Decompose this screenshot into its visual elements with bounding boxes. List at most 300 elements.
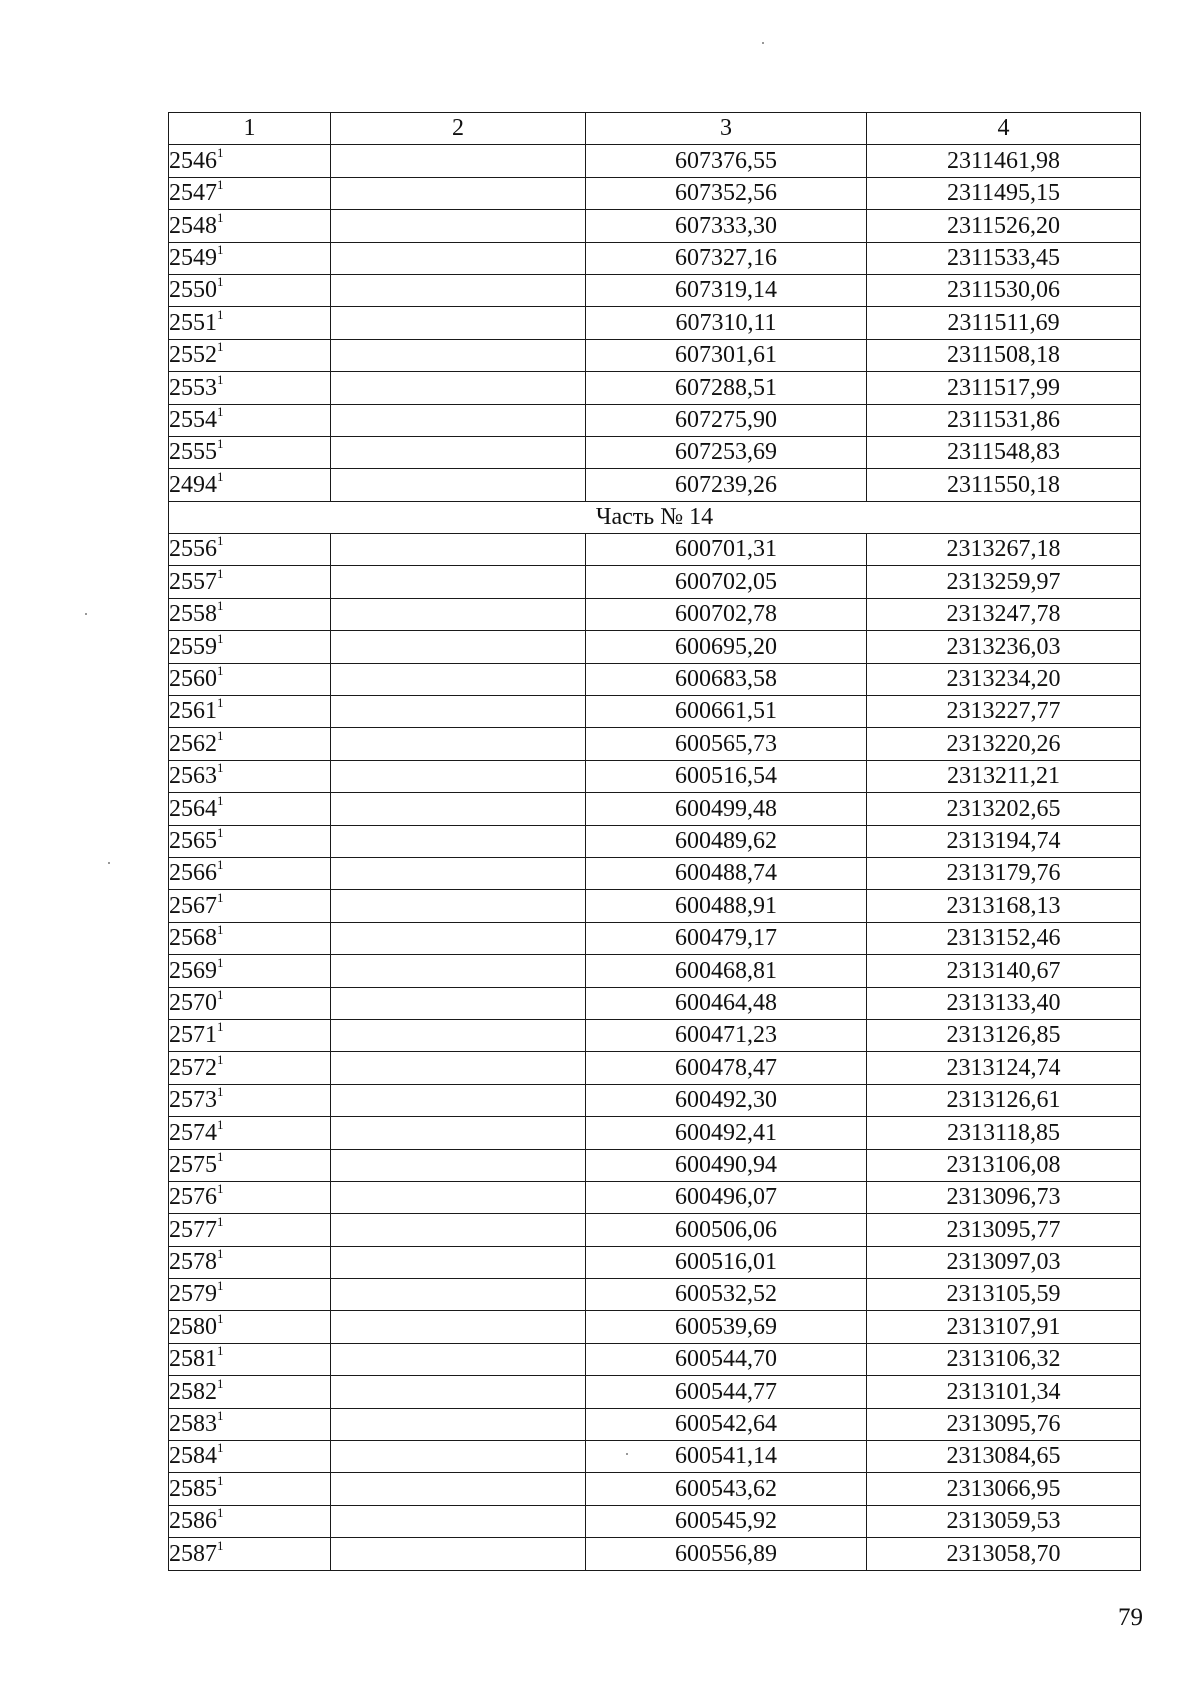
point-number: 2551: [169, 309, 217, 336]
table-row: [169, 242, 1141, 274]
col2-cell: [331, 631, 586, 663]
section-title: Часть № 14: [169, 501, 1141, 533]
table-row: [169, 760, 1141, 792]
point-number: 2568: [169, 925, 217, 952]
y-coordinate-cell: 2311511,69: [867, 307, 1141, 339]
table-row: [169, 372, 1141, 404]
y-coordinate-cell: 2313234,20: [867, 663, 1141, 695]
col2-cell: [331, 307, 586, 339]
col2-cell: [331, 1408, 586, 1440]
col2-cell: [331, 1052, 586, 1084]
point-number-cell: [169, 566, 331, 598]
point-number: 2572: [169, 1054, 217, 1081]
y-coordinate-cell: 2313247,78: [867, 598, 1141, 630]
col2-cell: [331, 1019, 586, 1051]
point-number-superscript: 1: [217, 792, 224, 808]
table-row: [169, 1408, 1141, 1440]
section-row: [169, 501, 1141, 533]
point-number-cell: [169, 1311, 331, 1343]
x-coordinate-cell: 600542,64: [586, 1408, 867, 1440]
x-coordinate-cell: 600516,01: [586, 1246, 867, 1278]
y-coordinate-cell: 2313202,65: [867, 793, 1141, 825]
table-row: [169, 922, 1141, 954]
point-number-superscript: 1: [217, 1051, 224, 1067]
point-number-superscript: 1: [217, 1116, 224, 1132]
table-row: [169, 1343, 1141, 1375]
point-number-cell: [169, 145, 331, 177]
point-number-superscript: 1: [217, 663, 224, 679]
y-coordinate-cell: 2311550,18: [867, 469, 1141, 501]
table-row: [169, 987, 1141, 1019]
table-row: [169, 890, 1141, 922]
point-number-cell: [169, 339, 331, 371]
x-coordinate-cell: 607376,55: [586, 145, 867, 177]
col2-cell: [331, 857, 586, 889]
y-coordinate-cell: 2313168,13: [867, 890, 1141, 922]
table-row: [169, 1181, 1141, 1213]
point-number: 2556: [169, 536, 217, 563]
point-number-cell: [169, 1214, 331, 1246]
x-coordinate-cell: 600492,30: [586, 1084, 867, 1116]
scan-speck: [762, 42, 764, 44]
point-number-superscript: 1: [217, 436, 224, 452]
y-coordinate-cell: 2311508,18: [867, 339, 1141, 371]
point-number: 2570: [169, 989, 217, 1016]
x-coordinate-cell: 600702,78: [586, 598, 867, 630]
point-number-cell: [169, 760, 331, 792]
point-number-superscript: 1: [217, 1440, 224, 1456]
y-coordinate-cell: 2313106,32: [867, 1343, 1141, 1375]
point-number: 2563: [169, 763, 217, 790]
point-number-superscript: 1: [217, 177, 224, 193]
point-number-superscript: 1: [217, 857, 224, 873]
point-number: 2558: [169, 601, 217, 628]
table-row: [169, 469, 1141, 501]
point-number-cell: [169, 307, 331, 339]
point-number-superscript: 1: [217, 371, 224, 387]
x-coordinate-cell: 600490,94: [586, 1149, 867, 1181]
table-row: [169, 274, 1141, 306]
x-coordinate-cell: 600701,31: [586, 534, 867, 566]
point-number: 2574: [169, 1119, 217, 1146]
point-number-cell: [169, 987, 331, 1019]
point-number-cell: [169, 793, 331, 825]
point-number: 2560: [169, 666, 217, 693]
table-row: [169, 793, 1141, 825]
table-row: [169, 696, 1141, 728]
point-number-superscript: 1: [217, 242, 224, 257]
x-coordinate-cell: 600556,89: [586, 1538, 867, 1570]
x-coordinate-cell: 600539,69: [586, 1311, 867, 1343]
y-coordinate-cell: 2313058,70: [867, 1538, 1141, 1570]
header-col-4: 4: [867, 113, 1141, 145]
x-coordinate-cell: 607239,26: [586, 469, 867, 501]
x-coordinate-cell: 607301,61: [586, 339, 867, 371]
y-coordinate-cell: 2313140,67: [867, 955, 1141, 987]
x-coordinate-cell: 600545,92: [586, 1505, 867, 1537]
point-number-superscript: 1: [217, 1278, 224, 1294]
point-number-superscript: 1: [217, 1375, 224, 1391]
x-coordinate-cell: 607319,14: [586, 274, 867, 306]
col2-cell: [331, 210, 586, 242]
point-number-superscript: 1: [217, 144, 224, 160]
col2-cell: [331, 987, 586, 1019]
point-number: 2573: [169, 1087, 217, 1114]
col2-cell: [331, 1246, 586, 1278]
y-coordinate-cell: 2313066,95: [867, 1473, 1141, 1505]
table-row: [169, 339, 1141, 371]
x-coordinate-cell: 600683,58: [586, 663, 867, 695]
x-coordinate-cell: 600479,17: [586, 922, 867, 954]
point-number: 2564: [169, 795, 217, 822]
point-number-cell: [169, 598, 331, 630]
point-number-cell: [169, 1473, 331, 1505]
col2-cell: [331, 1117, 586, 1149]
point-number-cell: [169, 1505, 331, 1537]
col2-cell: [331, 825, 586, 857]
x-coordinate-cell: 607333,30: [586, 210, 867, 242]
x-coordinate-cell: 607288,51: [586, 372, 867, 404]
point-number-superscript: 1: [217, 1084, 224, 1100]
scan-speck: [85, 613, 87, 615]
point-number-cell: [169, 1376, 331, 1408]
point-number: 2585: [169, 1475, 217, 1502]
point-number-cell: [169, 1441, 331, 1473]
point-number-cell: [169, 1538, 331, 1570]
point-number-cell: [169, 372, 331, 404]
point-number-cell: [169, 663, 331, 695]
x-coordinate-cell: 600492,41: [586, 1117, 867, 1149]
table-row: [169, 1505, 1141, 1537]
table-row: [169, 598, 1141, 630]
y-coordinate-cell: 2313220,26: [867, 728, 1141, 760]
y-coordinate-cell: 2311495,15: [867, 177, 1141, 209]
col2-cell: [331, 1538, 586, 1570]
point-number: 2557: [169, 568, 217, 595]
x-coordinate-cell: 600516,54: [586, 760, 867, 792]
col2-cell: [331, 696, 586, 728]
table-row: [169, 566, 1141, 598]
point-number-superscript: 1: [217, 1310, 224, 1326]
table-row: [169, 1279, 1141, 1311]
x-coordinate-cell: 600499,48: [586, 793, 867, 825]
point-number-superscript: 1: [217, 274, 224, 290]
col2-cell: [331, 274, 586, 306]
point-number-cell: [169, 1343, 331, 1375]
y-coordinate-cell: 2313084,65: [867, 1441, 1141, 1473]
point-number-cell: [169, 890, 331, 922]
x-coordinate-cell: 600661,51: [586, 696, 867, 728]
point-number-cell: [169, 210, 331, 242]
table-row: [169, 825, 1141, 857]
coordinates-table: [168, 112, 1141, 1571]
point-number-cell: [169, 1117, 331, 1149]
x-coordinate-cell: 607275,90: [586, 404, 867, 436]
x-coordinate-cell: 600702,05: [586, 566, 867, 598]
y-coordinate-cell: 2311548,83: [867, 436, 1141, 468]
point-number-superscript: 1: [217, 598, 224, 614]
y-coordinate-cell: 2313236,03: [867, 631, 1141, 663]
point-number-superscript: 1: [217, 306, 224, 322]
y-coordinate-cell: 2313126,85: [867, 1019, 1141, 1051]
col2-cell: [331, 534, 586, 566]
point-number: 2559: [169, 633, 217, 660]
col2-cell: [331, 145, 586, 177]
y-coordinate-cell: 2313118,85: [867, 1117, 1141, 1149]
point-number-superscript: 1: [217, 339, 224, 355]
table-row: [169, 857, 1141, 889]
col2-cell: [331, 598, 586, 630]
y-coordinate-cell: 2311533,45: [867, 242, 1141, 274]
point-number-superscript: 1: [217, 1408, 224, 1424]
point-number-cell: [169, 1181, 331, 1213]
point-number: 2571: [169, 1022, 217, 1049]
point-number-superscript: 1: [217, 727, 224, 743]
col2-cell: [331, 760, 586, 792]
point-number: 2549: [169, 244, 217, 271]
y-coordinate-cell: 2311530,06: [867, 274, 1141, 306]
point-number-superscript: 1: [217, 1472, 224, 1488]
point-number-cell: [169, 242, 331, 274]
scan-speck: [108, 862, 110, 864]
point-number: 2494: [169, 471, 217, 498]
point-number-superscript: 1: [217, 825, 224, 840]
point-number-superscript: 1: [217, 695, 224, 711]
table-row: [169, 663, 1141, 695]
y-coordinate-cell: 2313133,40: [867, 987, 1141, 1019]
point-number: 2554: [169, 406, 217, 433]
x-coordinate-cell: 600543,62: [586, 1473, 867, 1505]
point-number-superscript: 1: [217, 404, 224, 419]
x-coordinate-cell: 607352,56: [586, 177, 867, 209]
point-number-superscript: 1: [217, 468, 224, 484]
y-coordinate-cell: 2313179,76: [867, 857, 1141, 889]
x-coordinate-cell: 600541,14: [586, 1441, 867, 1473]
point-number-cell: [169, 631, 331, 663]
header-col-3: 3: [586, 113, 867, 145]
x-coordinate-cell: 607253,69: [586, 436, 867, 468]
point-number: 2569: [169, 957, 217, 984]
col2-cell: [331, 436, 586, 468]
point-number-superscript: 1: [217, 922, 224, 938]
point-number: 2561: [169, 698, 217, 725]
point-number-cell: [169, 1246, 331, 1278]
x-coordinate-cell: 600565,73: [586, 728, 867, 760]
y-coordinate-cell: 2313059,53: [867, 1505, 1141, 1537]
point-number: 2580: [169, 1313, 217, 1340]
point-number: 2576: [169, 1184, 217, 1211]
x-coordinate-cell: 600496,07: [586, 1181, 867, 1213]
col2-cell: [331, 922, 586, 954]
point-number: 2582: [169, 1378, 217, 1405]
point-number-cell: [169, 404, 331, 436]
y-coordinate-cell: 2311526,20: [867, 210, 1141, 242]
point-number-superscript: 1: [217, 1181, 224, 1197]
y-coordinate-cell: 2313095,77: [867, 1214, 1141, 1246]
point-number-superscript: 1: [217, 630, 224, 646]
table-row: [169, 1149, 1141, 1181]
table-row: [169, 436, 1141, 468]
point-number-cell: [169, 1408, 331, 1440]
col2-cell: [331, 1149, 586, 1181]
col2-cell: [331, 1441, 586, 1473]
col2-cell: [331, 1343, 586, 1375]
page-number: 79: [1118, 1604, 1143, 1631]
x-coordinate-cell: 600478,47: [586, 1052, 867, 1084]
point-number-cell: [169, 1019, 331, 1051]
col2-cell: [331, 339, 586, 371]
table-row: [169, 1376, 1141, 1408]
point-number-cell: [169, 1052, 331, 1084]
point-number: 2581: [169, 1346, 217, 1373]
table-row: [169, 1538, 1141, 1570]
y-coordinate-cell: 2313107,91: [867, 1311, 1141, 1343]
x-coordinate-cell: 607327,16: [586, 242, 867, 274]
point-number: 2567: [169, 892, 217, 919]
table-row: [169, 1246, 1141, 1278]
x-coordinate-cell: 600695,20: [586, 631, 867, 663]
point-number-cell: [169, 857, 331, 889]
col2-cell: [331, 1473, 586, 1505]
table-row: [169, 1473, 1141, 1505]
point-number-cell: [169, 922, 331, 954]
table-row: [169, 177, 1141, 209]
y-coordinate-cell: 2313097,03: [867, 1246, 1141, 1278]
point-number-superscript: 1: [217, 533, 224, 549]
table-row: [169, 307, 1141, 339]
x-coordinate-cell: 600544,70: [586, 1343, 867, 1375]
point-number-cell: [169, 825, 331, 857]
col2-cell: [331, 469, 586, 501]
point-number-superscript: 1: [217, 1149, 224, 1164]
point-number: 2584: [169, 1443, 217, 1470]
y-coordinate-cell: 2313152,46: [867, 922, 1141, 954]
table-row: [169, 1441, 1141, 1473]
point-number-cell: [169, 1084, 331, 1116]
point-number: 2548: [169, 212, 217, 239]
point-number-cell: [169, 534, 331, 566]
point-number: 2583: [169, 1411, 217, 1438]
col2-cell: [331, 793, 586, 825]
col2-cell: [331, 890, 586, 922]
col2-cell: [331, 1376, 586, 1408]
y-coordinate-cell: 2313101,34: [867, 1376, 1141, 1408]
table-row: [169, 404, 1141, 436]
col2-cell: [331, 177, 586, 209]
y-coordinate-cell: 2313267,18: [867, 534, 1141, 566]
table-row: [169, 728, 1141, 760]
col2-cell: [331, 242, 586, 274]
point-number-superscript: 1: [217, 565, 224, 581]
x-coordinate-cell: 600544,77: [586, 1376, 867, 1408]
col2-cell: [331, 1279, 586, 1311]
y-coordinate-cell: 2313194,74: [867, 825, 1141, 857]
point-number-superscript: 1: [217, 760, 224, 776]
y-coordinate-cell: 2313124,74: [867, 1052, 1141, 1084]
col2-cell: [331, 372, 586, 404]
point-number: 2552: [169, 342, 217, 369]
point-number-cell: [169, 274, 331, 306]
point-number: 2555: [169, 439, 217, 466]
col2-cell: [331, 404, 586, 436]
col2-cell: [331, 1311, 586, 1343]
x-coordinate-cell: 607310,11: [586, 307, 867, 339]
table-header-row: [169, 113, 1141, 145]
table-row: [169, 1019, 1141, 1051]
point-number-superscript: 1: [217, 954, 224, 970]
col2-cell: [331, 566, 586, 598]
x-coordinate-cell: 600471,23: [586, 1019, 867, 1051]
table-row: [169, 1311, 1141, 1343]
point-number: 2575: [169, 1151, 217, 1178]
point-number: 2577: [169, 1216, 217, 1243]
x-coordinate-cell: 600489,62: [586, 825, 867, 857]
point-number-cell: [169, 696, 331, 728]
point-number: 2578: [169, 1249, 217, 1276]
col2-cell: [331, 663, 586, 695]
point-number-superscript: 1: [217, 1343, 224, 1359]
col2-cell: [331, 728, 586, 760]
y-coordinate-cell: 2313096,73: [867, 1181, 1141, 1213]
y-coordinate-cell: 2313106,08: [867, 1149, 1141, 1181]
table-row: [169, 955, 1141, 987]
point-number-cell: [169, 955, 331, 987]
x-coordinate-cell: 600488,74: [586, 857, 867, 889]
table-row: [169, 1084, 1141, 1116]
y-coordinate-cell: 2313105,59: [867, 1279, 1141, 1311]
col2-cell: [331, 1181, 586, 1213]
point-number-superscript: 1: [217, 209, 224, 225]
point-number: 2550: [169, 277, 217, 304]
point-number: 2562: [169, 730, 217, 757]
y-coordinate-cell: 2311531,86: [867, 404, 1141, 436]
point-number-superscript: 1: [217, 1537, 224, 1553]
header-col-1: 1: [169, 113, 331, 145]
col2-cell: [331, 1214, 586, 1246]
point-number: 2553: [169, 374, 217, 401]
x-coordinate-cell: 600532,52: [586, 1279, 867, 1311]
point-number-cell: [169, 177, 331, 209]
table-row: [169, 1052, 1141, 1084]
point-number-superscript: 1: [217, 1246, 224, 1262]
col2-cell: [331, 1505, 586, 1537]
table-row: [169, 1117, 1141, 1149]
x-coordinate-cell: 600506,06: [586, 1214, 867, 1246]
point-number-superscript: 1: [217, 1019, 224, 1035]
point-number-cell: [169, 469, 331, 501]
col2-cell: [331, 1084, 586, 1116]
col2-cell: [331, 955, 586, 987]
point-number: 2547: [169, 180, 217, 207]
table-row: [169, 145, 1141, 177]
point-number-cell: [169, 1279, 331, 1311]
y-coordinate-cell: 2311517,99: [867, 372, 1141, 404]
point-number: 2566: [169, 860, 217, 887]
header-col-2: 2: [331, 113, 586, 145]
y-coordinate-cell: 2313227,77: [867, 696, 1141, 728]
point-number-superscript: 1: [217, 1505, 224, 1521]
table-row: [169, 1214, 1141, 1246]
point-number-superscript: 1: [217, 889, 224, 905]
table-row: [169, 534, 1141, 566]
point-number: 2586: [169, 1508, 217, 1535]
point-number: 2546: [169, 147, 217, 174]
point-number: 2565: [169, 827, 217, 854]
y-coordinate-cell: 2313095,76: [867, 1408, 1141, 1440]
x-coordinate-cell: 600468,81: [586, 955, 867, 987]
point-number-cell: [169, 436, 331, 468]
point-number-superscript: 1: [217, 1213, 224, 1229]
